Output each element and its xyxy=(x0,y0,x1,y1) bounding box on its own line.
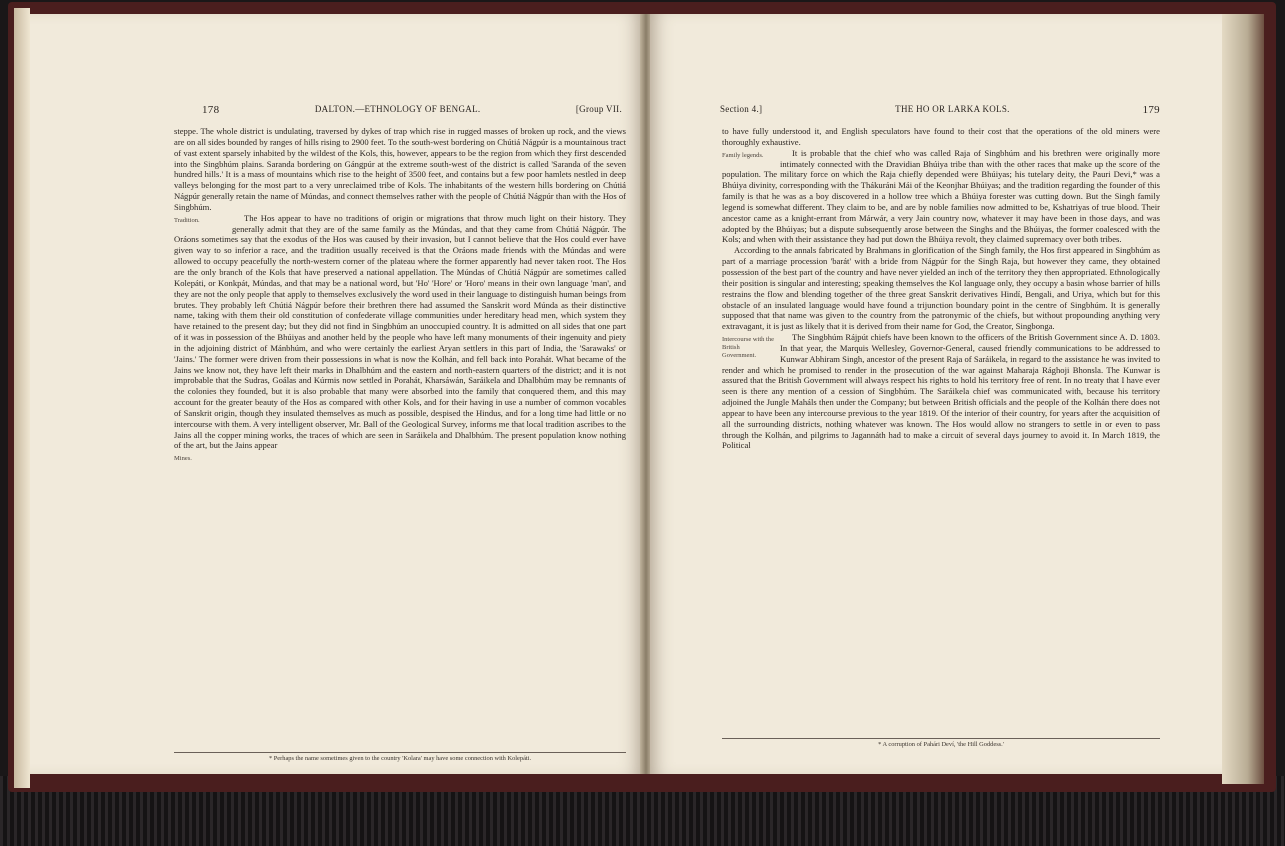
left-page xyxy=(30,14,642,774)
left-paragraph xyxy=(174,213,626,452)
page-edges-right xyxy=(1222,14,1264,784)
left-head-section: [Group VII. xyxy=(575,104,622,114)
right-page xyxy=(650,14,1222,774)
right-paragraph: According to the annals fabricated by Brahmans in glorification of the Singh family, the Hos first appeared in Singbhúm as part of a marriage procession 'barát' with a bride from Nágpúr for the Singh Raja, but however they came, they obtained possession of the best part of the country and have never yielded an inch of the territory they then appropriated. Ethnologically their position is singular and interesting; speaking themselves the Kol language only, they occupy a basin whose barrier of hills restrains the flow and blending together of the three great Sanskrit derivatives Hindí, Bengali, and Uriya, which but for this obstacle of an insulated language would have found a trijunction boundary point in the centre of Singbhúm. It is generally supposed that that name was given to the country from the patronymic of the chiefs, but without propounding anything very extravagant, it is just as likely that it is derived from their name for God, the Creator, Singbonga. xyxy=(722,245,1160,332)
page-edges-left xyxy=(14,8,30,788)
left-paragraph-text: The Hos appear to have no traditions of origin or migrations that throw much light on their history. They generally admit that they are of the same family as the Múndas, and that they came from Chútiá Nágpúr. The Oráons sometimes say that the exodus of the Hos was caused by their invasion, but I cannot believe that the Hos could ever have given way to so inferior a race, and the tradition usually received is that the Oráons made friends with the Múndas and were allowed to occupy peacefully the north-western corner of the plateau where the former apparently had never taken root. The Hos are the only branch of the Kols that have preserved a national appellation. The Múndas of Chútiá Nágpúr are sometimes called Kolepáti, or Konkpát, Múndas, and that may be a national word, but 'Ho' 'Hore' or 'Horo' means in their own language 'man', and they are not the only people that apply to themselves exclusively the word used in their language to distinguish human beings from brutes. They probably left Chútiá Nágpúr before their brethren there had assumed the Sanskrit word Múnda as their distinctive name, taking with them their old constitution of confederate village communities under hereditary head men, which system they have retained to the present day; but they did not find in Singbhúm an unoccupied country. It is admitted on all sides that one part of it was in possession of the Bhúiyas and another held by the people who have left many monuments of their ingenuity and piety in the adjoining district of Mánbhúm, and who were certainly the earliest Aryan settlers in this part of India, the 'Sarawaks' or 'Jains.' The former were driven from their possessions in what is now the Kolhán, and fell back into Porahát. What became of the Jains we know not, they have left their marks in Dhalbhúm and the eastern and north-eastern quarters of the district; and it is not improbable that the Sudras, Goálas and Kúrmis now settled in Porahát, Kharsáwán, Saráikela and Dhalbhúm may be remnants of the colonies they founded, but it is also probable that many were absorbed into the family that conquered them, and this may account for the greater beauty of the Hos as compared with other Kols, and for their having in use a number of common vocables of Sanskrit origin, though they insulated themselves as much as possible, despised the Hindus, and for a long time had little or no intercourse with them. A very intelligent observer, Mr. Ball of the Geological Survey, informs me that local tradition ascribes to the Jains all the copper mining works, the traces of which are seen in Saráikela and Dhalbhúm. The present population know nothing of the art, but the Jains appear xyxy=(174,212,626,451)
left-paragraph: steppe. The whole district is undulating, traversed by dykes of trap which rise in rugged masses of broken up rock, and the views are on all sides bounded by ranges of hills rising to 2900 feet. To the south-west bordering on Chútiá Nágpúr is a mountainous tract of vast extent sparsely inhabited by the wildest of the Kols, this, however, appears to be the region from which they first descended into the Singbhúm plains. Saranda bordering on Gángpúr at the extreme south-west of the district is called 'Saranda of the seven hundred hills.' It is a mass of mountains which rise to the height of 3500 feet, and contains but a few poor hamlets nestled in deep valleys belonging for the most part to a very unreclaimed tribe of Kols. The inhabitants of the western hills bordering on Chútiá Nágpúr generally retain the name of Múndas, and connect themselves rather with the people of Chútiá Nágpúr than with the Hos of Singbhúm. xyxy=(174,126,626,212)
right-body-text xyxy=(722,126,1160,451)
left-page-number: 178 xyxy=(202,104,220,116)
margin-note-intercourse: Intercourse with the British Government. xyxy=(722,336,774,360)
right-page-number: 179 xyxy=(1142,104,1160,116)
right-paragraph-text: It is probable that the chief who was called Raja of Singbhúm and his brethren were originally more intimately connected with the Dravidian Bhúiya tribe than with the other races that make up the score of the population. The military force on which the Raja chiefly depended were Bhúiyas; his tutelary deity, the Pauri Devi,* was a Bhúiya divinity, corresponding with the Thákuráni Mái of the Keonjhar Bhúiyas; and the tradition regarding the founder of this family is that he was as a boy discovered in a hollow tree which a Bhúiya forester was cutting down. But the Singh family legend is somewhat different. They claim to be, and are by noble families now admitted to be, Kshatriyas of true blood. Their ancestor came as a knight-errant from Márwár, a very Jain country now, whatever it may have been in those days, and was adopted by the Bhúiyas; but a dispute subsequently arose between the Singhs and the Bhúiyas, the former coalesced with the Kols; and when with their assistance they had put down the Bhúiya revolt, they claimed supremacy over both tribes. xyxy=(722,147,1160,245)
right-head-section: Section 4.] xyxy=(720,104,763,114)
right-paragraph xyxy=(722,332,1160,451)
margin-note-family-legends: Family legends. xyxy=(722,151,764,159)
left-head-title: DALTON.—ETHNOLOGY OF BENGAL. xyxy=(314,104,481,114)
left-running-head xyxy=(202,104,622,116)
left-body-text xyxy=(174,126,626,465)
left-footnote: * Perhaps the name sometimes given to the country 'Kolara' may have some connection with Kolepáti. xyxy=(174,752,626,762)
right-paragraph-text: The Singbhúm Rájpút chiefs have been known to the officers of the British Government since A. D. 1803. In that year, the Marquis Wellesley, Governor-General, caused friendly communications to be addressed to Kunwar Abhiram Singh, ancestor of the present Raja of Saráikela, in regard to the assistance he was invited to render and which he promised to render in the prosecution of the war against Maharaja Rághoji Bhonsla. The Kunwar is assured that the British Government will always respect his rights to hold his territory free of rent. In no treaty that I have ever seen is there any mention of a cession of Singbhúm. The Saráikela chief was communicated with, because his territory adjoined the Jungle Maháls then under the Company; but between British officials and the people of the Kolhán there does not appear to have been any intercourse previous to the year 1819. Of the interior of their country, for years after the acquisition of all the surrounding districts, nothing whatever was known. The Hos would allow no strangers to settle in or even to pass through the Kolhán, and pilgrims to Jagannáth had to make a circuit of several days journey to avoid it. In March 1819, the Political xyxy=(722,332,1160,451)
right-head-title: THE HO OR LARKA KOLS. xyxy=(895,104,1010,114)
right-paragraph: to have fully understood it, and English speculators have found to their cost that the operations of the old miners were thoroughly exhaustive. xyxy=(722,126,1160,147)
margin-note-mines: Mines. xyxy=(174,455,192,463)
right-paragraph xyxy=(722,148,1160,246)
right-running-head xyxy=(720,104,1160,116)
right-footnote: * A corruption of Pahári Deví, 'the Hill Goddess.' xyxy=(722,738,1160,748)
margin-note-tradition: Tradition. xyxy=(174,216,200,224)
